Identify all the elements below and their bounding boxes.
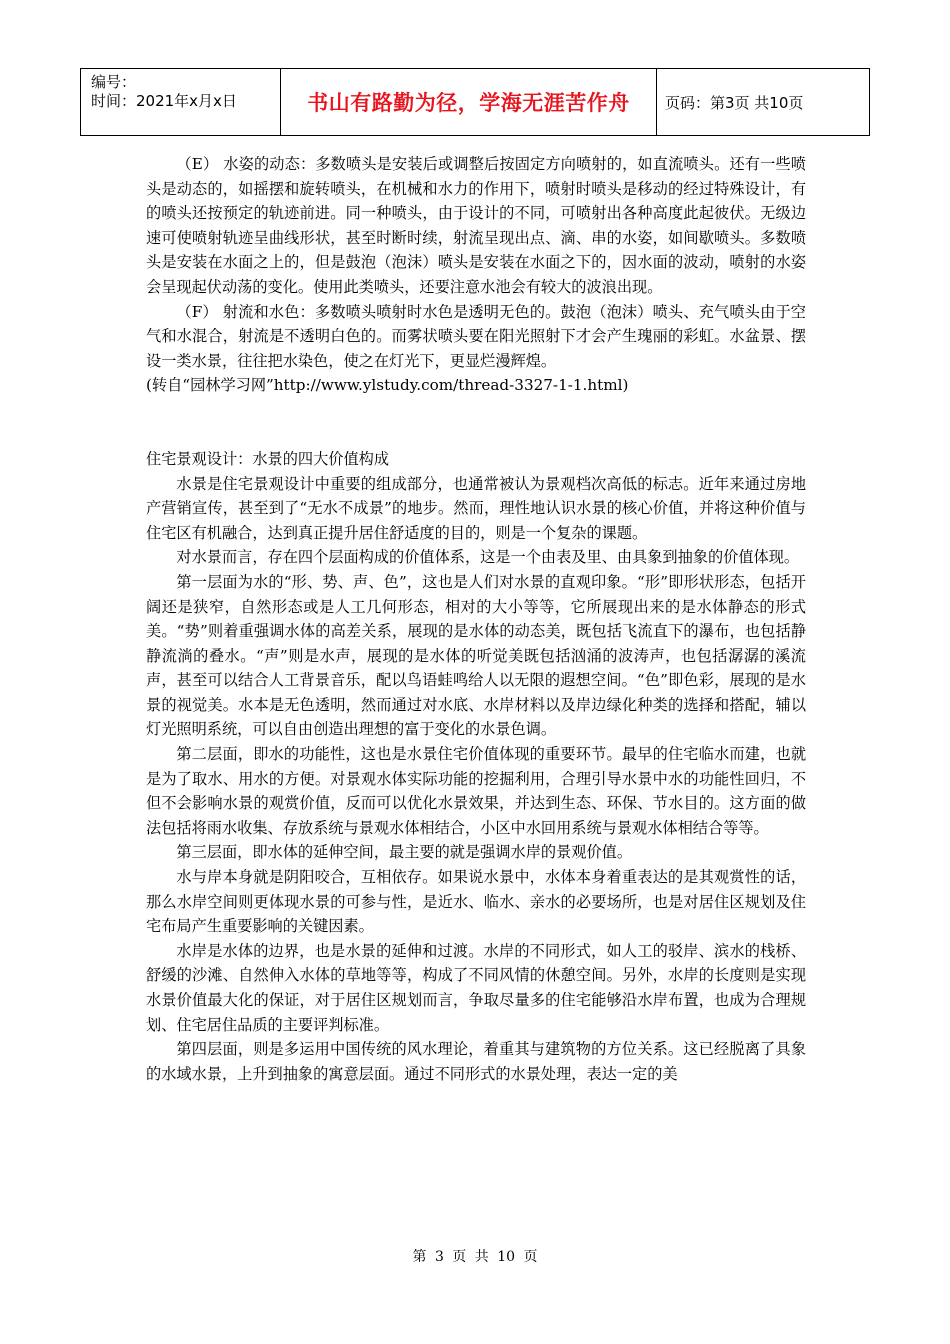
- paragraph: 水岸是水体的边界，也是水景的延伸和过渡。水岸的不同形式，如人工的驳岸、滨水的栈桥、舒缓的沙滩、自然伸入水体的草地等等，构成了不同风情的休憩空间。另外，水岸的长度则是实现水景价值最大化的保证，对于居住区规划而言，争取尽量多的住宅能够沿水岸布置，也成为合理规划、住宅居住品质的主要评判标准。: [146, 941, 806, 1034]
- paragraph: 第二层面，即水的功能性，这也是水景住宅价值体现的重要环节。最早的住宅临水而建，也就是为了取水、用水的方便。对景观水体实际功能的挖掘利用，合理引导水景中水的功能性回归，不但不会影响水景的观赏价值，反而可以优化水景效果，并达到生态、环保、节水目的。这方面的做法包括将雨水收集、存放系统与景观水体相结合，小区中水回用系统与景观水体相结合等等。: [146, 745, 806, 837]
- paragraph: 对水景而言，存在四个层面构成的价值体系，这是一个由表及里、由具象到抽象的价值体现。: [176, 548, 800, 567]
- paragraph: 第一层面为水的“形、势、声、色”，这也是人们对水景的直观印象。“形”即形状形态，包括开阔还是狭窄，自然形态或是人工几何形态，相对的大小等等，它所展现出来的是水体静态的形式美。“势”则着重强调水体的高差关系，展现的是水体的动态美，既包括飞流直下的瀑布，也包括静静流淌的叠水。“声”则是水声，展现的是水体的听觉美既包括汹涌的波涛声，也包括潺潺的溪流声，甚至可以结合人工背景音乐，配以鸟语蛙鸣给人以无限的遐想空间。“色”即色彩，展现的是水景的视觉美。水本是无色透明，然而通过对水底、水岸材料以及岸边绿化种类的选择和搭配，辅以灯光照明系统，可以自由创造出理想的富于变化的水景色调。: [146, 572, 806, 739]
- paragraph: 第四层面，则是多运用中国传统的风水理论，着重其与建筑物的方位关系。这已经脱离了具象的水域水景，上升到抽象的寓意层面。通过不同形式的水景处理，表达一定的美: [146, 1040, 806, 1083]
- header-meta: [81, 69, 281, 135]
- document-time-label: 时间：2021年x月x日: [91, 92, 237, 110]
- page-header: [80, 68, 870, 136]
- section-title: 住宅景观设计：水景的四大价值构成: [146, 449, 389, 468]
- paragraph-e-water-motion: （E） 水姿的动态：多数喷头是安装后或调整后按固定方向喷射的，如直流喷头。还有一些喷头是动态的，如摇摆和旋转喷头，在机械和水力的作用下，喷射时喷头是移动的经过特殊设计，有的喷头还按预定的轨迹前进。同一种喷头，由于设计的不同，可喷射出各种高度此起彼伏。无级边速可使喷射轨迹呈曲线形状，甚至时断时续，射流呈现出点、滴、串的水姿，如间歇喷头。多数喷头是安装在水面之上的，但是鼓泡（泡沫）喷头是安装在水面之下的，因水面的波动，喷射的水姿会呈现起伏动荡的变化。使用此类喷头，还要注意水池会有较大的波浪出现。: [146, 155, 806, 296]
- header-page-code: 页码：第3页 共10页: [665, 93, 804, 112]
- paragraph: 水与岸本身就是阴阳咬合，互相依存。如果说水景中，水体本身着重表达的是其观赏性的话，那么水岸空间则更体现水景的可参与性，是近水、临水、亲水的必要场所，也是对居住区规划及住宅布局产生重要影响的关键因素。: [146, 868, 806, 936]
- paragraph-f-jet-color: （F） 射流和水色：多数喷头喷射时水色是透明无色的。鼓泡（泡沫）喷头、充气喷头由于空气和水混合，射流是不透明白色的。而雾状喷头要在阳光照射下才会产生瑰丽的彩虹。水盆景、摆设一类水景，往往把水染色，使之在灯光下，更显烂漫辉煌。: [146, 302, 806, 370]
- document-number-label: 编号：: [91, 73, 137, 91]
- source-citation: (转自“园林学习网”http://www.ylstudy.com/thread-3327-1-1.html): [146, 376, 629, 395]
- page-footer: 第 3 页 共 10 页: [412, 1249, 538, 1265]
- section-spacer: [146, 398, 806, 447]
- paragraph: 第三层面，即水体的延伸空间，最主要的就是强调水岸的景观价值。: [176, 843, 633, 862]
- paragraph: 水景是住宅景观设计中重要的组成部分，也通常被认为景观档次高低的标志。近年来通过房地产营销宣传，甚至到了“无水不成景”的地步。然而，理性地认识水景的核心价值，并将这种价值与住宅区有机融合，达到真正提升居住舒适度的目的，则是一个复杂的课题。: [146, 474, 806, 542]
- document-body: [146, 152, 806, 1086]
- header-motto: 书山有路勤为径，学海无涯苦作舟: [281, 69, 657, 135]
